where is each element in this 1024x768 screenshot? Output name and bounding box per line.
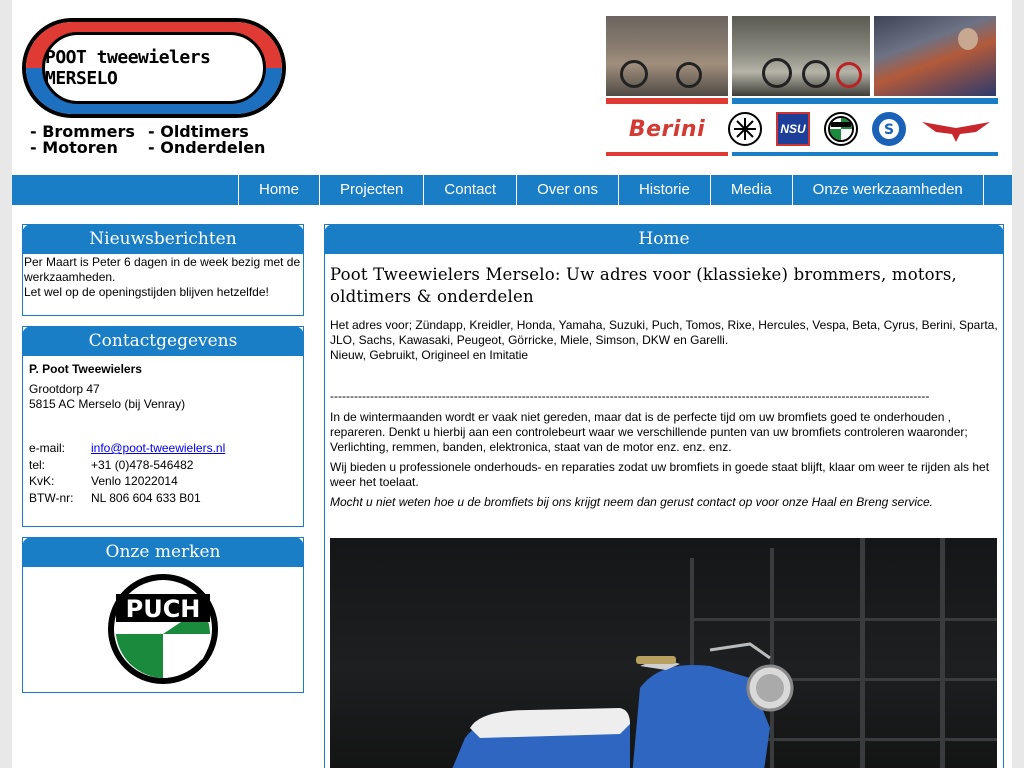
page: [12, 0, 1012, 768]
puch-logo-text: PUCH: [125, 595, 201, 623]
main-panel-title: Home: [324, 224, 1004, 254]
header-photo-mopeds: [732, 16, 870, 96]
contact-box: [22, 326, 304, 527]
contact-box-title: Contactgegevens: [22, 326, 304, 356]
contact-key: tel:: [29, 457, 46, 472]
brands-box-title: Onze merken: [22, 537, 304, 567]
nav-item-onze-werkzaamheden[interactable]: Onze werkzaamheden: [792, 175, 984, 205]
berini-logo: Berini: [628, 116, 706, 142]
contact-address-line: Grootdorp 47: [29, 382, 100, 396]
nav-item-over-ons[interactable]: Over ons: [516, 175, 618, 205]
header-brand-logos: [606, 108, 998, 150]
logo-text: POOT tweewielers MERSELO: [45, 47, 211, 89]
tagline-item: - Motoren: [30, 138, 118, 157]
news-line: Let wel op de openingstijden blijven hetzelfde!: [24, 285, 269, 299]
puch-logo-small-icon: [824, 112, 858, 146]
nav-item-projecten[interactable]: Projecten: [319, 175, 423, 205]
puch-logo[interactable]: [106, 572, 220, 686]
kreidler-logo-icon: [728, 112, 762, 146]
header-photo-mechanic: [874, 16, 996, 96]
nav-item-historie[interactable]: Historie: [618, 175, 710, 205]
svg-text:S: S: [883, 122, 895, 138]
header-color-strip-bottom: [606, 152, 998, 156]
sachs-logo-icon: [872, 112, 906, 146]
news-line: Per Maart is Peter 6 dagen in de week bezig met de werkzaamheden.: [24, 255, 301, 284]
paragraph-haal-breng: Mocht u niet weten hoe u de bromfiets bij ons krijgt neem dan gerust contact op voor onze Haal en Breng service.: [330, 495, 933, 509]
nav-item-media[interactable]: Media: [710, 175, 792, 205]
phone-value: +31 (0)478-546482: [91, 457, 194, 472]
tagline-item: - Onderdelen: [148, 138, 266, 157]
news-box: [22, 224, 304, 316]
news-box-title: Nieuwsberichten: [22, 224, 304, 254]
nav-item-home[interactable]: Home: [238, 175, 319, 205]
main-panel: [324, 224, 1004, 768]
separator-line: ------------------------------------------------------------------------------------------------------------------------------------------------------: [330, 389, 930, 403]
intro-conditions: Nieuw, Gebruikt, Origineel en Imitatie: [330, 348, 529, 362]
btw-value: NL 806 604 633 B01: [91, 490, 201, 505]
gilera-logo-icon: [920, 114, 992, 144]
main-nav: [12, 175, 1012, 205]
contact-key: e-mail:: [29, 441, 66, 455]
intro-brands: Het adres voor; Zündapp, Kreidler, Honda, Yamaha, Suzuki, Puch, Tomos, Rixe, Hercules, Vespa, Beta, Cyrus, Berini, Sparta, JLO, Sachs, Kawasaki, Peugeot, Görricke, Miele, Simson, DKW en Garelli.: [330, 318, 998, 347]
header-photo-workshop: [606, 16, 728, 96]
nav-item-contact[interactable]: Contact: [423, 175, 516, 205]
tagline-item: - Brommers: [30, 122, 135, 141]
header-photos: [606, 16, 998, 96]
brands-box: [22, 537, 304, 693]
contact-key: BTW-nr:: [29, 490, 74, 505]
paragraph-winter: In de wintermaanden wordt er vaak niet gereden, maar dat is de perfecte tijd om uw bromfiets goed te onderhouden , repareren. Denkt u hierbij aan een controlebeurt waar we verschillende punten van uw bromfiets controleren waaronder; Verlichting, remmen, banden, elektronica, staat van de motor enz. enz. enz.: [330, 410, 968, 454]
contact-address-line: 5815 AC Merselo (bij Venray): [29, 397, 186, 411]
contact-name: P. Poot Tweewielers: [29, 362, 142, 376]
email-link[interactable]: info@poot-tweewielers.nl: [91, 441, 226, 455]
nsu-logo: NSU: [776, 112, 810, 146]
hero-photo-moped: [330, 538, 997, 768]
paragraph-service: Wij bieden u professionele onderhouds- en reparaties zodat uw bromfiets in goede staat blijft, klaar om weer te rijden als het weer het toelaat.: [330, 460, 990, 489]
page-heading: Poot Tweewielers Merselo: Uw adres voor (klassieke) brommers, motors, oldtimers & onderdelen: [330, 265, 958, 306]
header-color-strip: [606, 98, 998, 104]
site-logo[interactable]: [22, 18, 286, 118]
tagline-item: - Oldtimers: [148, 122, 249, 141]
contact-key: KvK:: [29, 474, 55, 488]
tagline: [30, 124, 280, 156]
kvk-value: Venlo 12022014: [91, 474, 178, 488]
contact-details-table: [29, 440, 225, 506]
